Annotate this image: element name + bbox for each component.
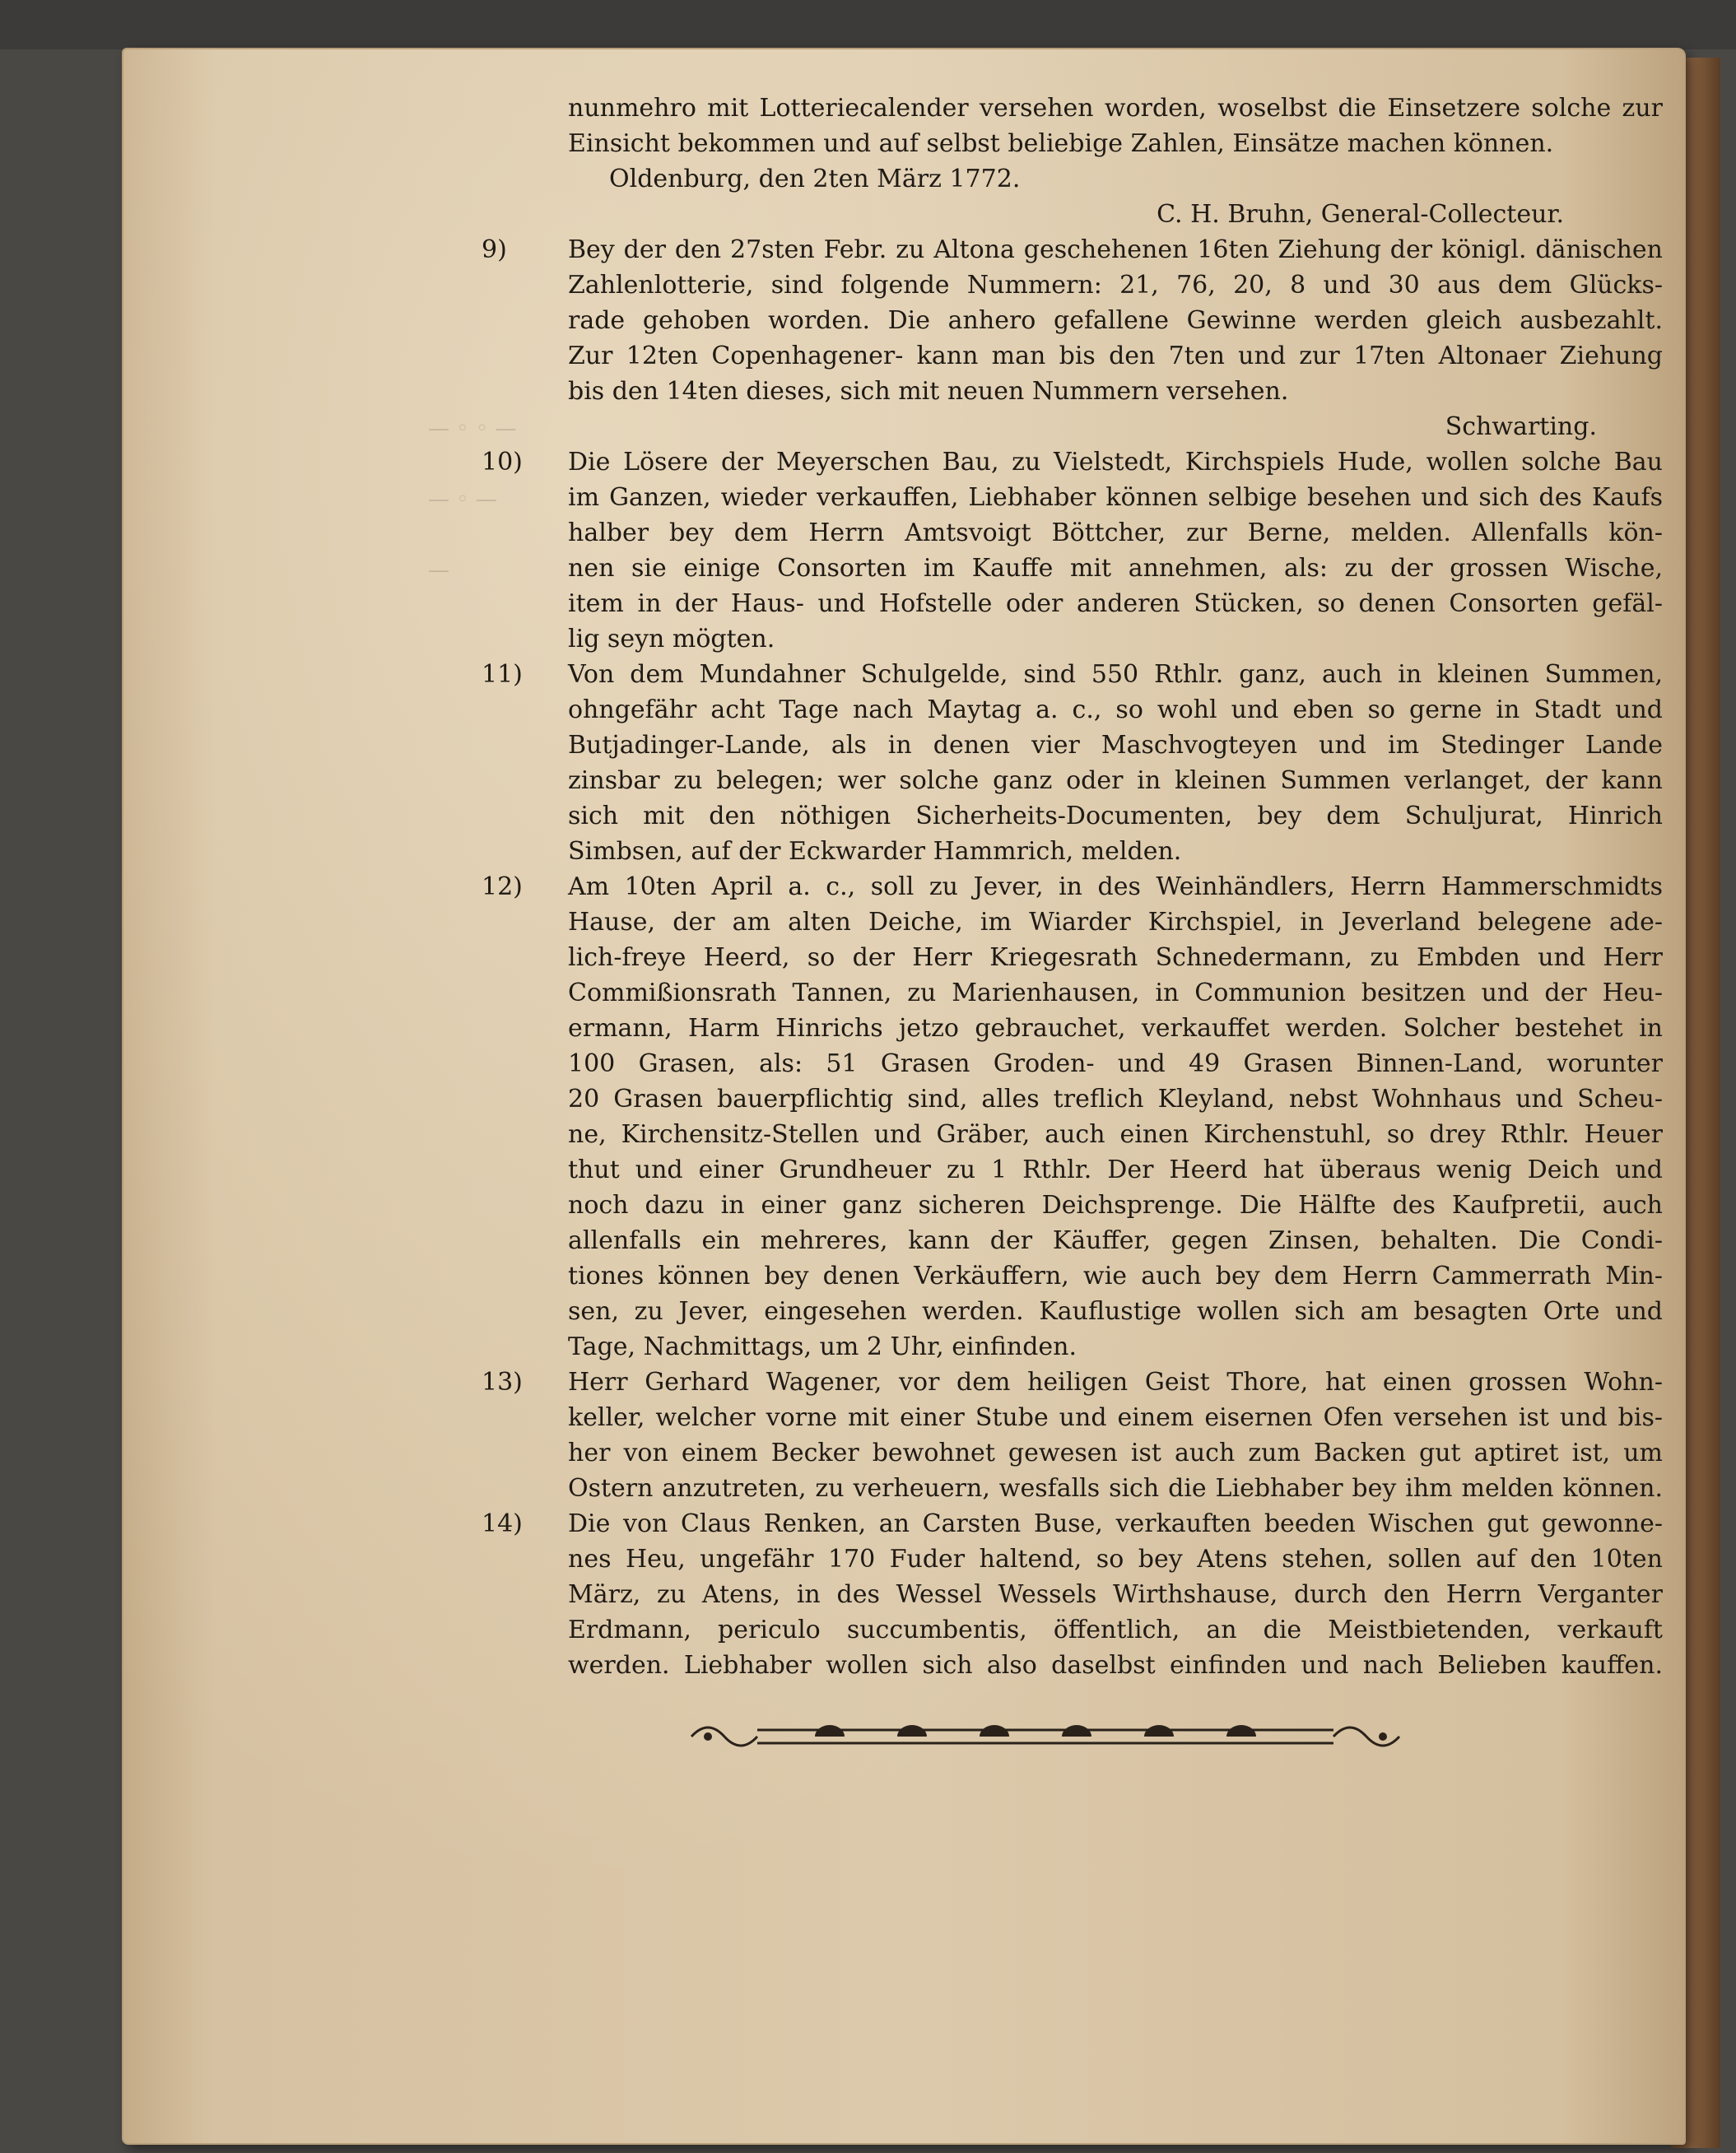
entry-line: bis den 14ten dieses, sich mit neuen Nummern versehen. bbox=[568, 377, 1289, 406]
entry-line: Von dem Mundahner Schulgelde, sind 550 Rthlr. ganz, auch in kleinen Summen, bbox=[568, 660, 1663, 689]
entry-number: 11) bbox=[482, 660, 523, 689]
intro-notice bbox=[568, 91, 1663, 232]
entry-line: Zahlenlotterie, sind folgende Nummern: 21, 76, 20, 8 und 30 aus dem Glücks- bbox=[568, 271, 1663, 300]
entry-line: Tage, Nachmittags, um 2 Uhr, einfinden. bbox=[568, 1332, 1077, 1361]
entry-line: werden. Liebhaber wollen sich also daselbst einfinden und nach Belieben kauffen. bbox=[568, 1651, 1663, 1680]
entry-line: im Ganzen, wieder verkauffen, Liebhaber können selbige besehen und sich des Kaufs bbox=[568, 483, 1663, 512]
entry-13 bbox=[482, 1365, 1663, 1506]
entry-line: Hause, der am alten Deiche, im Wiarder Kirchspiel, in Jeverland belegene ade- bbox=[568, 908, 1663, 937]
entry-line: ohngefähr acht Tage nach Maytag a. c., so wohl und eben so gerne in Stadt und bbox=[568, 695, 1663, 724]
entry-line: Erdmann, periculo succumbentis, öffentlich, an die Meistbietenden, verkauft bbox=[568, 1616, 1663, 1644]
entry-9 bbox=[482, 232, 1663, 444]
entry-line: Herr Gerhard Wagener, vor dem heiligen Geist Thore, hat einen grossen Wohn- bbox=[568, 1368, 1663, 1397]
entry-line: Ostern anzutreten, zu verheuern, wesfalls sich die Liebhaber bey ihm melden können. bbox=[568, 1474, 1663, 1503]
intro-line-2: Einsicht bekommen und auf selbst beliebige Zahlen, Einsätze machen können. bbox=[568, 129, 1554, 158]
entry-line: Zur 12ten Copenhagener- kann man bis den 7ten und zur 17ten Altonaer Ziehung bbox=[568, 342, 1663, 370]
entry-number: 9) bbox=[482, 235, 507, 264]
entry-line: rade gehoben worden. Die anhero gefallene Gewinne werden gleich ausbezahlt. bbox=[568, 306, 1663, 335]
entry-number: 10) bbox=[482, 448, 523, 477]
entry-line: Die von Claus Renken, an Carsten Buse, verkauften beeden Wischen gut gewonne- bbox=[568, 1509, 1663, 1538]
entry-11 bbox=[482, 657, 1663, 869]
entry-line: ermann, Harm Hinrichs jetzo gebrauchet, verkauffet werden. Solcher bestehet in bbox=[568, 1014, 1663, 1043]
intro-signature: C. H. Bruhn, General-Collecteur. bbox=[1157, 200, 1564, 229]
entry-line: Commißionsrath Tannen, zu Marienhausen, in Communion besitzen und der Heu- bbox=[568, 979, 1663, 1007]
entry-line: lig seyn mögten. bbox=[568, 625, 775, 653]
entry-line: nes Heu, ungefähr 170 Fuder haltend, so bey Atens stehen, sollen auf den 10ten bbox=[568, 1545, 1663, 1574]
entry-line: Butjadinger-Lande, als in denen vier Maschvogteyen und im Stedinger Lande bbox=[568, 731, 1663, 760]
background-top bbox=[0, 0, 1736, 49]
entry-signature: Schwarting. bbox=[1445, 412, 1597, 441]
entry-10 bbox=[482, 444, 1663, 657]
document-text bbox=[482, 91, 1663, 1683]
entry-line: März, zu Atens, in des Wessel Wessels Wirthshause, durch den Herrn Verganter bbox=[568, 1580, 1663, 1609]
entry-line: Bey der den 27sten Febr. zu Altona geschehenen 16ten Ziehung der königl. dänischen bbox=[568, 235, 1663, 264]
entry-line: ne, Kirchensitz-Stellen und Gräber, auch einen Kirchenstuhl, so drey Rthlr. Heuer bbox=[568, 1120, 1663, 1149]
entry-line: Am 10ten April a. c., soll zu Jever, in des Weinhändlers, Herrn Hammerschmidts bbox=[568, 872, 1663, 901]
entry-line: halber bey dem Herrn Amtsvoigt Böttcher, zur Berne, melden. Allenfalls kön- bbox=[568, 518, 1663, 547]
entry-number: 14) bbox=[482, 1509, 523, 1538]
entry-number: 13) bbox=[482, 1368, 523, 1397]
entry-14 bbox=[482, 1506, 1663, 1683]
entry-line: noch dazu in einer ganz sicheren Deichsprenge. Die Hälfte des Kaufpretii, auch bbox=[568, 1191, 1663, 1220]
entry-line: thut und einer Grundheuer zu 1 Rthlr. Der Heerd hat überaus wenig Deich und bbox=[568, 1156, 1663, 1184]
entry-line: Simbsen, auf der Eckwarder Hammrich, melden. bbox=[568, 837, 1182, 866]
decorative-ornament-rule bbox=[683, 1712, 1408, 1761]
entry-line: nen sie einige Consorten im Kauffe mit annehmen, als: zu der grossen Wische, bbox=[568, 554, 1663, 583]
entry-line: her von einem Becker bewohnet gewesen ist auch zum Backen gut aptiret ist, um bbox=[568, 1439, 1663, 1467]
intro-line-3: Oldenburg, den 2ten März 1772. bbox=[609, 165, 1021, 193]
entry-line: 20 Grasen bauerpflichtig sind, alles treflich Kleyland, nebst Wohnhaus und Scheu- bbox=[568, 1085, 1663, 1114]
entry-line: Die Lösere der Meyerschen Bau, zu Vielstedt, Kirchspiels Hude, wollen solche Bau bbox=[568, 448, 1663, 477]
entry-line: sich mit den nöthigen Sicherheits-Documenten, bey dem Schuljurat, Hinrich bbox=[568, 802, 1663, 830]
show-through-left: — ◦ ◦ — — ◦ — — bbox=[428, 416, 517, 583]
entry-line: sen, zu Jever, eingesehen werden. Kauflustige wollen sich am besagten Orte und bbox=[568, 1297, 1663, 1326]
entry-number: 12) bbox=[482, 872, 523, 901]
entry-line: lich-freye Heerd, so der Herr Kriegesrath Schnedermann, zu Embden und Herr bbox=[568, 943, 1663, 972]
entry-line: item in der Haus- und Hofstelle oder anderen Stücken, so denen Consorten gefäl- bbox=[568, 589, 1663, 618]
entry-line: tiones können bey denen Verkäuffern, wie auch bey dem Herrn Cammerrath Min- bbox=[568, 1262, 1663, 1290]
entry-line: keller, welcher vorne mit einer Stube und einem eisernen Ofen versehen ist und bis- bbox=[568, 1403, 1663, 1432]
entry-12 bbox=[482, 869, 1663, 1365]
entry-line: allenfalls ein mehreres, kann der Käuffer, gegen Zinsen, behalten. Die Condi- bbox=[568, 1226, 1663, 1255]
intro-line-1: nunmehro mit Lotteriecalender versehen worden, woselbst die Einsetzere solche zur bbox=[568, 94, 1663, 123]
entry-line: 100 Grasen, als: 51 Grasen Groden- und 49 Grasen Binnen-Land, worunter bbox=[568, 1049, 1663, 1078]
entry-line: zinsbar zu belegen; wer solche ganz oder in kleinen Summen verlanget, der kann bbox=[568, 766, 1663, 795]
